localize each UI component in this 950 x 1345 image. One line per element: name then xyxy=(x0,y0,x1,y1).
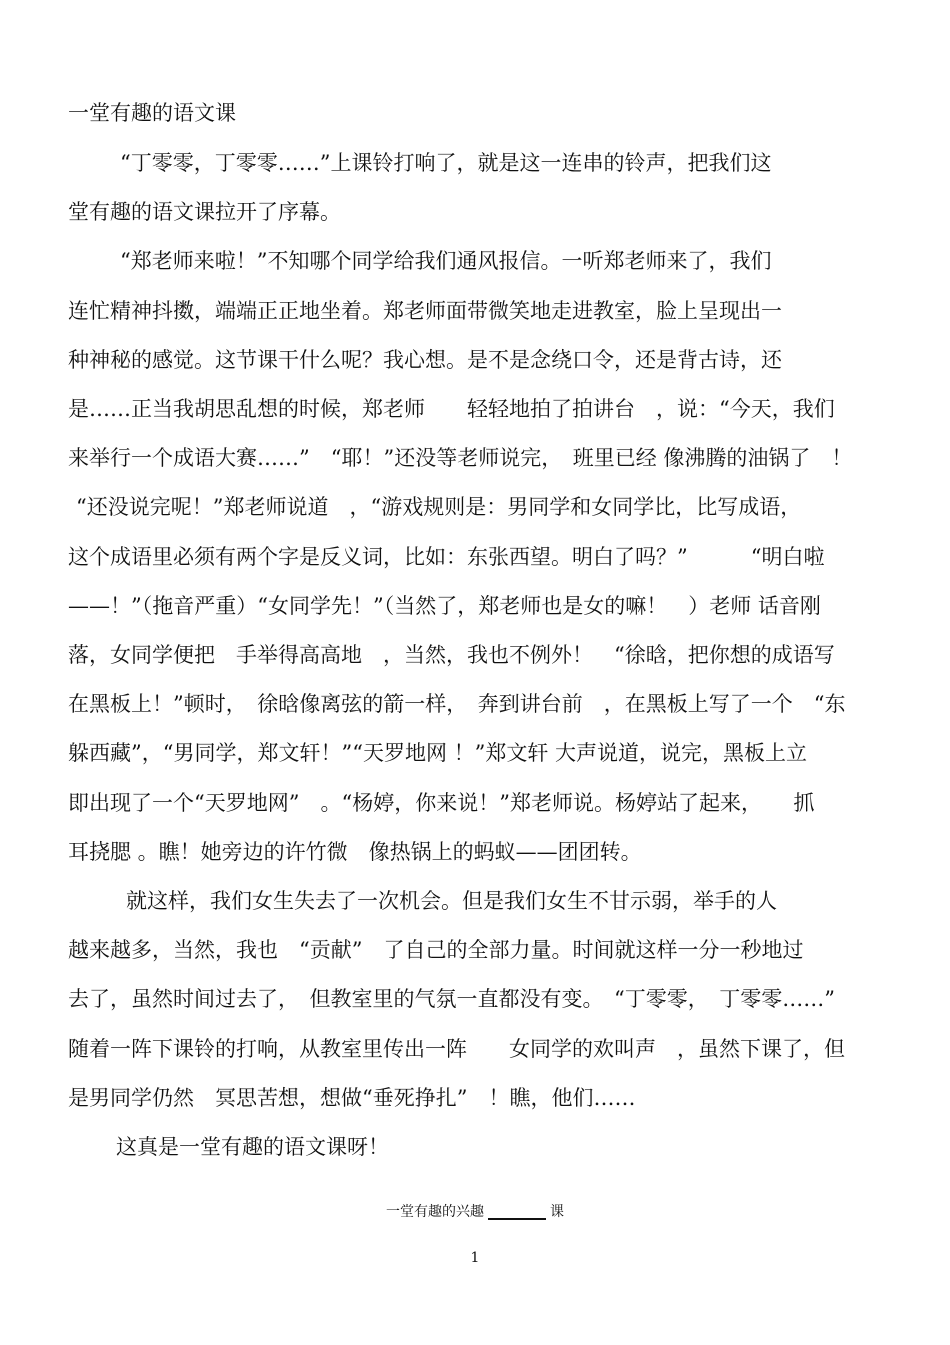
heading-suffix: 课 xyxy=(550,1204,564,1220)
essay-line: 在黑板上！”顿时， 徐晗像离弦的箭一样， 奔到讲台前 ，在黑板上写了一个 “东 xyxy=(68,692,846,717)
essay-line: 随着一阵下课铃的打响，从教室里传出一阵 女同学的欢叫声 ，虽然下课了，但 xyxy=(68,1036,845,1061)
essay-title: 一堂有趣的语文课 xyxy=(68,101,236,125)
essay-line: “还没说完呢！”郑老师说道 ，“游戏规则是：男同学和女同学比，比写成语， xyxy=(76,495,802,520)
essay-line: 去了，虽然时间过去了， 但教室里的气氛一直都没有变。 “丁零零， 丁零零……” xyxy=(68,987,835,1012)
essay-line: 躲西藏”，“男同学，郑文轩！”“天罗地网 ！”郑文轩 大声说道，说完，黑板上立 xyxy=(68,741,808,766)
essay-line: “郑老师来啦！”不知哪个同学给我们通风报信。一听郑老师来了，我们 xyxy=(120,249,772,274)
essay-line: 堂有趣的语文课拉开了序幕。 xyxy=(68,200,341,225)
essay-line: 即出现了一个“天罗地网” 。“杨婷，你来说！”郑老师说。杨婷站了起来， 抓 xyxy=(68,790,815,815)
essay-line: 连忙精神抖擞，端端正正地坐着。郑老师面带微笑地走进教室，脸上呈现出一 xyxy=(68,298,782,323)
essay-line: 是男同学仍然 冥思苦想，想做“垂死挣扎” ！瞧，他们…… xyxy=(68,1085,636,1110)
essay-line: 种神秘的感觉。这节课干什么呢？我心想。是不是念绕口令，还是背古诗，还 xyxy=(68,347,782,372)
essay-line: “丁零零，丁零零……”上课铃打响了，就是这一连串的铃声，把我们这 xyxy=(120,151,772,175)
essay-line: ——！”（拖音严重）“女同学先！”（当然了，郑老师也是女的嘛！ ）老师 话音刚 xyxy=(68,593,821,618)
essay-line: 这个成语里必须有两个字是反义词，比如：东张西望。明白了吗？” “明白啦 xyxy=(68,544,825,569)
fill-in-blank xyxy=(488,1196,546,1220)
essay-line: 就这样，我们女生失去了一次机会。但是我们女生不甘示弱，举手的人 xyxy=(126,889,777,913)
essay-line: 耳挠腮 。瞧！她旁边的许竹微 像热锅上的蚂蚁——团团转。 xyxy=(68,839,642,864)
essay-line: 越来越多，当然，我也 “贡献” 了自己的全部力量。时间就这样一分一秒地过 xyxy=(68,938,804,963)
page-number: 1 xyxy=(470,1250,480,1266)
essay-line: 这真是一堂有趣的语文课呀！ xyxy=(116,1135,389,1159)
essay-line: 落，女同学便把 手举得高高地 ，当然，我也不例外！ “徐晗，把你想的成语写 xyxy=(68,643,835,667)
next-essay-heading xyxy=(0,1196,950,1227)
essay-line: 来举行一个成语大赛……” “耶！”还没等老师说完， 班里已经 像沸腾的油锅了 ！ xyxy=(68,446,853,471)
essay-line: 是……正当我胡思乱想的时候，郑老师 轻轻地拍了拍讲台 ，说：“今天，我们 xyxy=(68,397,835,421)
heading-prefix: 一堂有趣的兴趣 xyxy=(386,1204,484,1220)
